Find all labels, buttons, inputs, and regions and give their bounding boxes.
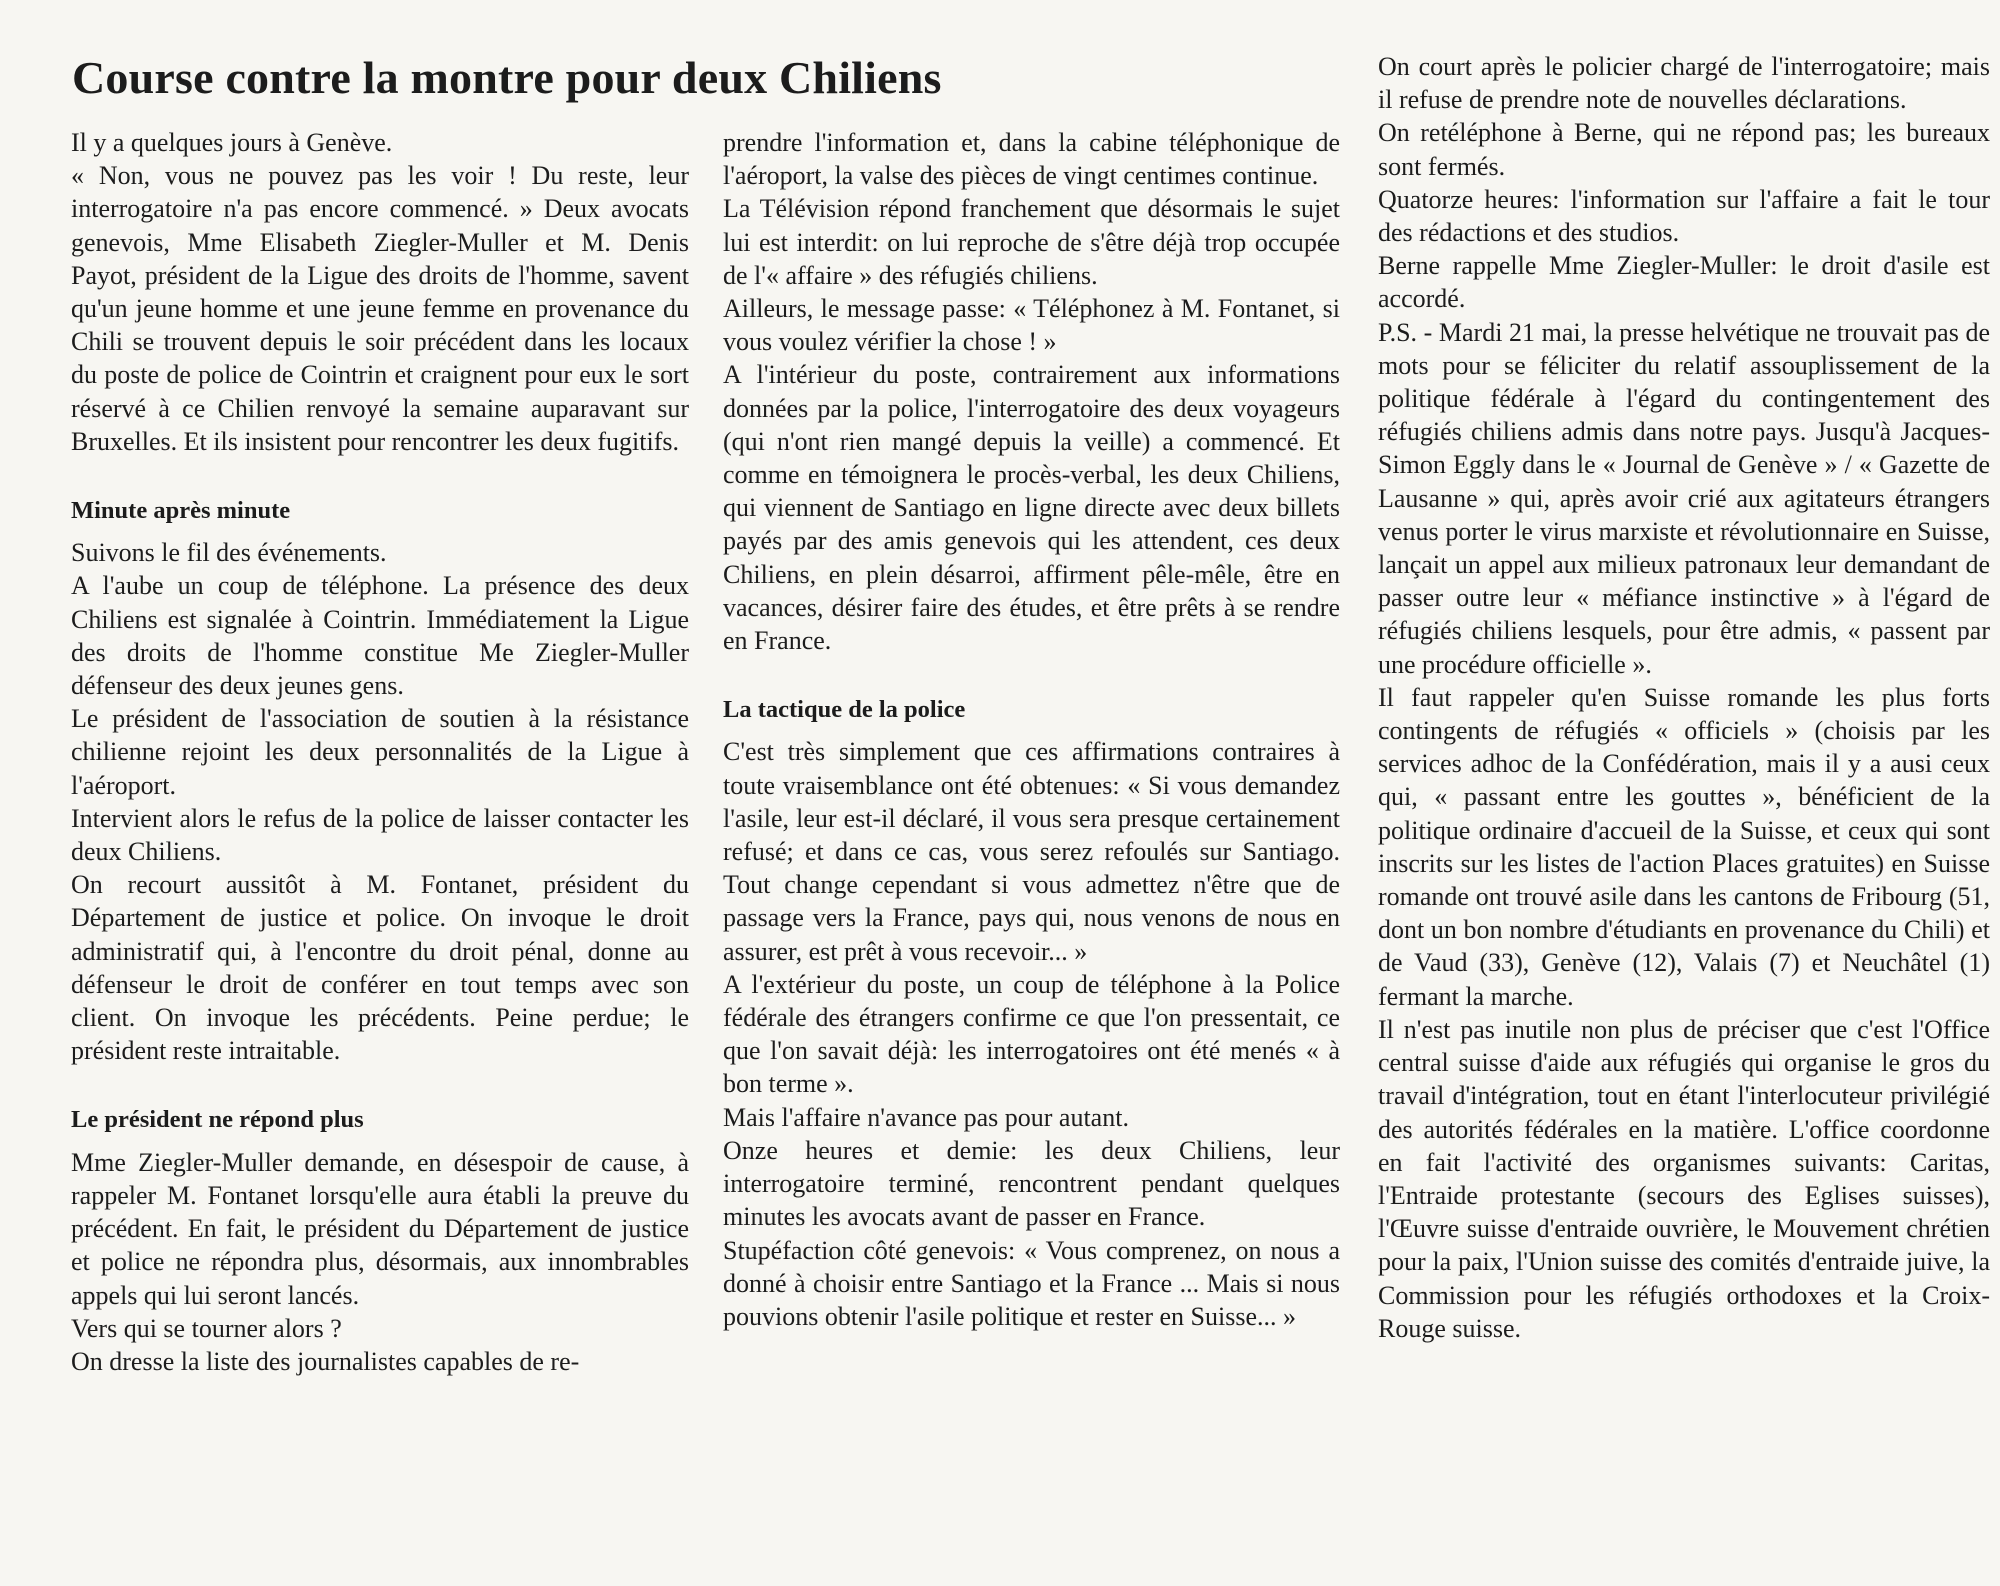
article-paragraph: On recourt aussitôt à M. Fontanet, président du Département de justice et police. On invoque le droit administratif qui, à l'encontre du droit pénal, donne au défenseur le droit de conférer en tout temps avec son client. On invoque les précédents. Peine perdue; le président reste intraitable. — [71, 870, 689, 1066]
article-paragraph: prendre l'information et, dans la cabine téléphonique de l'aéroport, la valse des pièces de vingt centimes continue. — [723, 128, 1340, 191]
article-paragraph: Quatorze heures: l'information sur l'affaire a fait le tour des rédactions et des studios. — [1378, 184, 1990, 248]
article-column-1 — [71, 126, 689, 1378]
section-subheading: Le président ne répond plus — [71, 1106, 364, 1134]
section-spacer — [71, 458, 689, 494]
section-subheading: Minute après minute — [71, 497, 291, 525]
article-paragraph: Il y a quelques jours à Genève. — [71, 128, 393, 157]
subheading-spacer — [71, 1137, 689, 1146]
article-column-3 — [1378, 50, 1990, 1345]
article-paragraph: On dresse la liste des journalistes capables de re- — [71, 1346, 580, 1376]
article-paragraph: Mais l'affaire n'avance pas pour autant. — [723, 1102, 1129, 1132]
article-paragraph: Ailleurs, le message passe: « Téléphonez à M. Fontanet, si vous voulez vérifier la chose ! » — [723, 294, 1340, 357]
article-paragraph: On retéléphone à Berne, qui ne répond pas; les bureaux sont fermés. — [1378, 118, 1990, 181]
section-spacer — [71, 1067, 689, 1103]
article-paragraph: A l'extérieur du poste, un coup de téléphone à la Police fédérale des étrangers confirme ce que l'on pressentait, ce que l'on savait déjà: les interrogatoires ont été menés « à bon terme ». — [723, 969, 1340, 1099]
article-paragraph: Mme Ziegler-Muller demande, en désespoir de cause, à rappeler M. Fontanet lorsqu'elle aura établi la preuve du précédent. En fait, le président du Département de justice et police ne répondra plus, désormais, aux innombrables appels qui lui seront lancés. — [71, 1147, 689, 1310]
article-column-2 — [723, 126, 1340, 1333]
article-paragraph: Il faut rappeler qu'en Suisse romande les plus forts contingents de réfugiés « officiels » (choisis par les services adhoc de la Confédération, mais il y a ausi ceux qui, « passant entre les gouttes », bénéficient de la politique ordinaire d'accueil de la Suisse, et ceux qui sont inscrits sur les listes de l'action Places gratuites) en Suisse romande ont trouvé asile dans les cantons de Fribourg (51, dont un bon nombre d'étudiants en provenance du Chili) et de Vaud (33), Genève (12), Valais (7) et Neuchâtel (1) fermant la marche. — [1378, 682, 1990, 1011]
article-paragraph: Le président de l'association de soutien à la résistance chilienne rejoint les deux personnalités de la Ligue à l'aéroport. — [71, 704, 689, 800]
article-paragraph: Suivons le fil des événements. — [71, 538, 387, 568]
article-paragraph: A l'aube un coup de téléphone. La présence des deux Chiliens est signalée à Cointrin. Immédiatement la Ligue des droits de l'homme constitue Me Ziegler-Muller défenseur des deux jeunes gens. — [71, 571, 689, 701]
article-paragraph: Stupéfaction côté genevois: « Vous comprenez, on nous a donné à choisir entre Santiago et la France ... Mais si nous pouvions obtenir l'asile politique et rester en Suisse... » — [723, 1235, 1340, 1331]
article-paragraph: C'est très simplement que ces affirmations contraires à toute vraisemblance ont été obtenues: « Si vous demandez l'asile, leur est-il déclaré, il vous sera presque certainement refusé; et dans ce cas, vous serez refoulés sur Santiago. Tout change cependant si vous admettez n'être que de passage vers la France, pays qui, nous venons de nous en assurer, est prêt à vous recevoir... » — [723, 737, 1340, 966]
article-paragraph: P.S. - Mardi 21 mai, la presse helvétique ne trouvait pas de mots pour se féliciter du relatif assouplissement de la politique fédérale à l'égard du contingentement des réfugiés chiliens admis dans notre pays. Jusqu'à Jacques-Simon Eggly dans le « Journal de Genève » / « Gazette de Lausanne » qui, après avoir crié aux agitateurs étrangers venus porter le virus marxiste et révolutionnaire en Suisse, lançait un appel aux milieux patronaux leur demandant de passer outre leur « méfiance instinctive » à l'égard de réfugiés chiliens lesquels, pour être admis, « passent par une procédure officielle ». — [1378, 317, 1990, 679]
article-headline: Course contre la montre pour deux Chiliens — [72, 52, 942, 103]
section-subheading: La tactique de la police — [723, 696, 966, 724]
subheading-spacer — [71, 527, 689, 536]
article-paragraph: Vers qui se tourner alors ? — [71, 1313, 342, 1343]
section-spacer — [723, 657, 1340, 693]
article-paragraph: Onze heures et demie: les deux Chiliens, leur interrogatoire terminé, rencontrent pendant quelques minutes les avocats avant de passer en France. — [723, 1135, 1340, 1232]
article-paragraph: A l'intérieur du poste, contrairement aux informations données par la police, l'interrogatoire des deux voyageurs (qui n'ont rien mangé depuis la veille) a commencé. Et comme en témoignera le procès-verbal, les deux Chiliens, qui viennent de Santiago en ligne directe avec deux billets payés par des amis genevois qui les attendent, ces deux Chiliens, en plein désarroi, affirment pêle-mêle, être en vacances, désirer faire des études, et être prêts à se rendre en France. — [723, 360, 1340, 656]
article-paragraph: Berne rappelle Mme Ziegler-Muller: le droit d'asile est accordé. — [1378, 251, 1990, 314]
article-paragraph: « Non, vous ne pouvez pas les voir ! Du reste, leur interrogatoire n'a pas encore commencé. » Deux avocats genevois, Mme Elisabeth Ziegler-Muller et M. Denis Payot, président de la Ligue des droits de l'homme, savent qu'un jeune homme et une jeune femme en provenance du Chili se trouvent depuis le soir précédent dans les locaux du poste de police de Cointrin et craignent pour eux le sort réservé à ce Chilien renvoyé la semaine auparavant sur Bruxelles. Et ils insistent pour rencontrer les deux fugitifs. — [71, 161, 689, 456]
article-paragraph: On court après le policier chargé de l'interrogatoire; mais il refuse de prendre note de nouvelles déclarations. — [1378, 52, 1990, 115]
article-paragraph: La Télévision répond franchement que désormais le sujet lui est interdit: on lui reproche de s'être déjà trop occupée de l'« affaire » des réfugiés chiliens. — [723, 194, 1340, 290]
article-paragraph: Il n'est pas inutile non plus de préciser que c'est l'Office central suisse d'aide aux réfugiés qui organise le gros du travail d'intégration, tout en étant l'interlocuteur privilégié des autorités fédérales en la matière. L'office coordonne en fait l'activité des organismes suivants: Caritas, l'Entraide protestante (secours des Eglises suisses), l'Œuvre suisse d'entraide ouvrière, le Mouvement chrétien pour la paix, l'Union suisse des comités d'entraide juive, la Commission pour les réfugiés orthodoxes et la Croix-Rouge suisse. — [1378, 1014, 1990, 1343]
article-paragraph: Intervient alors le refus de la police de laisser contacter les deux Chiliens. — [71, 803, 689, 867]
subheading-spacer — [723, 726, 1340, 735]
